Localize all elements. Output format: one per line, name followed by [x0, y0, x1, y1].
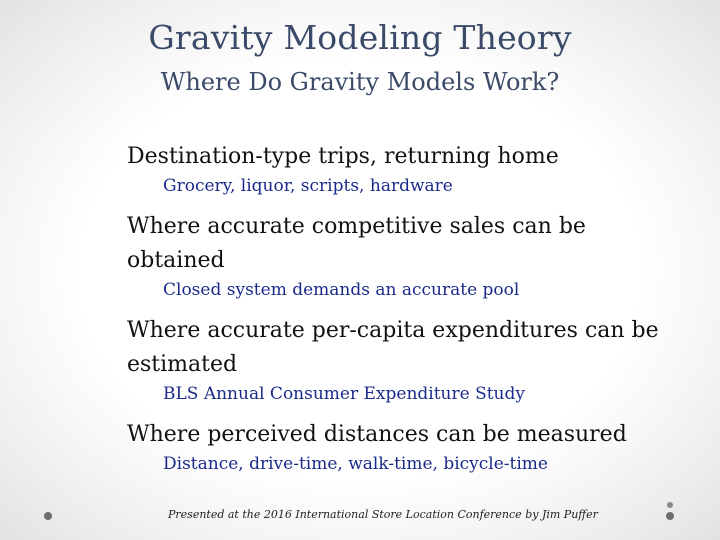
bullet-sub-text: Closed system demands an accurate pool: [163, 280, 520, 300]
bullet-item-per-capita-expenditures: [127, 314, 667, 406]
bullet-list: [127, 140, 667, 476]
bullet-main-text: Where accurate competitive sales can be obtained: [127, 214, 586, 273]
bullet-item-destination-trips: [127, 140, 667, 198]
decorative-dot-right-top: [667, 502, 673, 508]
bullet-sub-text: BLS Annual Consumer Expenditure Study: [163, 384, 525, 404]
bullet-main-text: Where perceived distances can be measured: [127, 422, 627, 447]
decorative-dot-right-bottom: [666, 512, 674, 520]
bullet-main-text: Destination-type trips, returning home: [127, 144, 559, 169]
slide-title: Gravity Modeling Theory: [148, 18, 572, 57]
bullet-sub-text: Distance, drive-time, walk-time, bicycle-time: [163, 454, 548, 474]
presentation-footer: Presented at the 2016 International Store Location Conference by Jim Puffer: [168, 508, 598, 521]
slide-subtitle: Where Do Gravity Models Work?: [160, 68, 560, 96]
bullet-main-text: Where accurate per-capita expenditures can be estimated: [127, 318, 659, 377]
bullet-item-competitive-sales: [127, 210, 667, 302]
bullet-item-perceived-distances: [127, 418, 667, 476]
decorative-dot-left: [44, 512, 52, 520]
bullet-sub-text: Grocery, liquor, scripts, hardware: [163, 176, 453, 196]
